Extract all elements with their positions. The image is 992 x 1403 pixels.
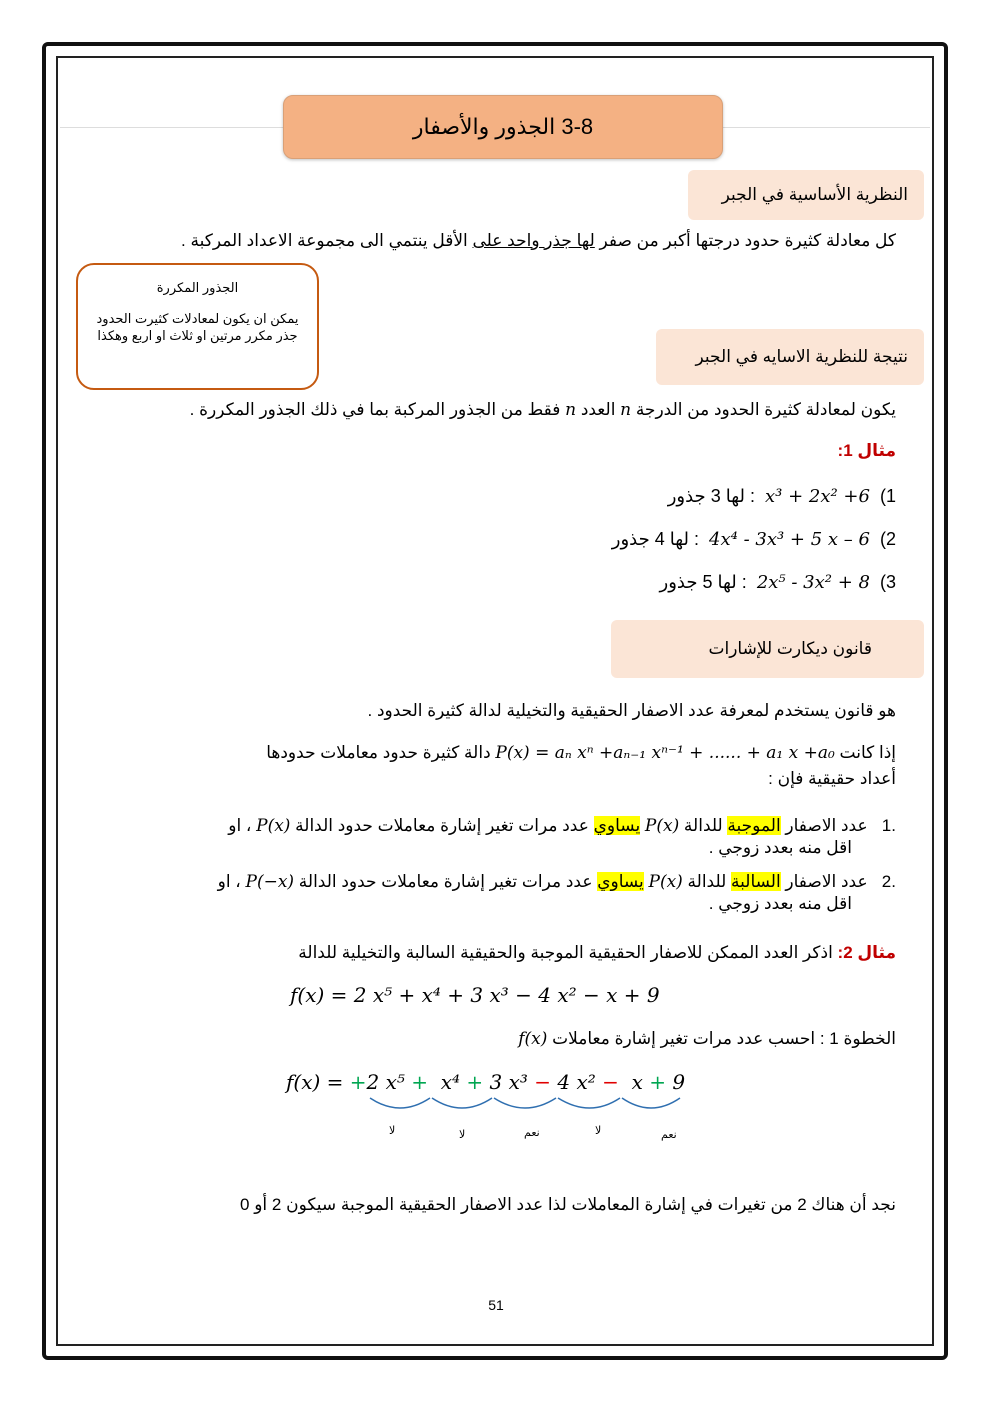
sign-1: + [349, 1070, 367, 1094]
arc-label-1: لا [389, 1125, 396, 1137]
heading-corollary: نتيجة للنظرية الاسايه في الجبر [656, 329, 924, 385]
sign-2: + [411, 1070, 429, 1094]
example2-conclusion: نجد أن هناك 2 من تغيرات في إشارة المعاملات لذا عدد الاصفار الحقيقية الموجبة سيكون 2 أو 0 [240, 1195, 896, 1214]
arc-label-3: نعم [524, 1127, 540, 1139]
example1-label: مثال 1: [837, 441, 896, 460]
arc-label-2: لا [459, 1129, 466, 1141]
example1-item-3: 3) 2x⁵ - 3x² + 8 : لها 5 جذور [659, 572, 896, 593]
heading-fundamental-theorem: النظرية الأساسية في الجبر [688, 170, 924, 220]
fundamental-theorem-text: كل معادلة كثيرة حدود درجتها أكبر من صفر لها جذر واحد على الأقل ينتمي الى مجموعة الاعداد المركبة . [181, 231, 896, 250]
arc-label-5: نعم [661, 1129, 677, 1141]
arc-4 [558, 1098, 620, 1108]
signed-function: f(x) = +2 x⁵ + x⁴ + 3 x³ − 4 x² − x + 9 [286, 1070, 686, 1094]
note-body: يمكن ان يكون لمعادلات كثيرت الحدود جذر مكرر مرتين او ثلاث او اربع وهكذا [96, 311, 299, 343]
descartes-intro: هو قانون يستخدم لمعرفة عدد الاصفار الحقيقية والتخيلية لدالة كثيرة الحدود . [367, 701, 896, 720]
sign-5: − [602, 1070, 619, 1094]
descartes-real-coeffs: أعداد حقيقية فإن : [768, 769, 896, 788]
arc-2 [432, 1098, 492, 1108]
arc-label-4: لا [595, 1125, 602, 1137]
arc-5 [622, 1098, 680, 1108]
sign-4: − [534, 1070, 552, 1094]
sign-3: + [466, 1070, 484, 1094]
example1-item-2: 2) 4x⁴ - 3x³ + 5 x – 6 : لها 4 جذور [611, 529, 896, 550]
heading-descartes-rule: قانون ديكارت للإشارات [611, 620, 924, 678]
arc-3 [494, 1098, 556, 1108]
example1-item-1: 1) x³ + 2x² +6 : لها 3 جذور [667, 486, 896, 507]
corollary-text: يكون لمعادلة كثيرة الحدود من الدرجة n العدد n فقط من الجذور المركبة بما في ذلك الجذور المكررة . [189, 400, 896, 420]
sign-6: + [649, 1070, 667, 1094]
example2-function: f(x) = 2 x⁵ + x⁴ + 3 x³ − 4 x² − x + 9 [290, 983, 660, 1007]
rule-positive-zeros: .1 عدد الاصفار الموجبة للدالة P(x) يساوي عدد مرات تغير إشارة معاملات حدود الدالة P(x) ، او اقل منه بعدد زوجي . [228, 816, 896, 857]
descartes-poly-line: إذا كانت P(x) = aₙ xⁿ +aₙ₋₁ xⁿ⁻¹ + ...... + a₁ x +a₀ دالة كثيرة حدود معاملات حدودها [266, 743, 896, 763]
note-title: الجذور المكررة [156, 280, 239, 295]
page-number: 51 [488, 1297, 504, 1313]
example2-step1: الخطوة 1 : احسب عدد مرات تغير إشارة معاملات f(x) [518, 1029, 896, 1049]
rule-negative-zeros: .2 عدد الاصفار السالبة للدالة P(x) يساوي عدد مرات تغير إشارة معاملات حدود الدالة P(−x) ، او اقل منه بعدد زوجي . [217, 872, 896, 913]
arc-1 [370, 1098, 430, 1108]
example2-statement: مثال 2: اذكر العدد الممكن للاصفار الحقيقية الموجبة والحقيقية السالبة والتخيلية للدالة [298, 943, 896, 962]
page-title: 3-8 الجذور والأصفار [283, 95, 723, 159]
